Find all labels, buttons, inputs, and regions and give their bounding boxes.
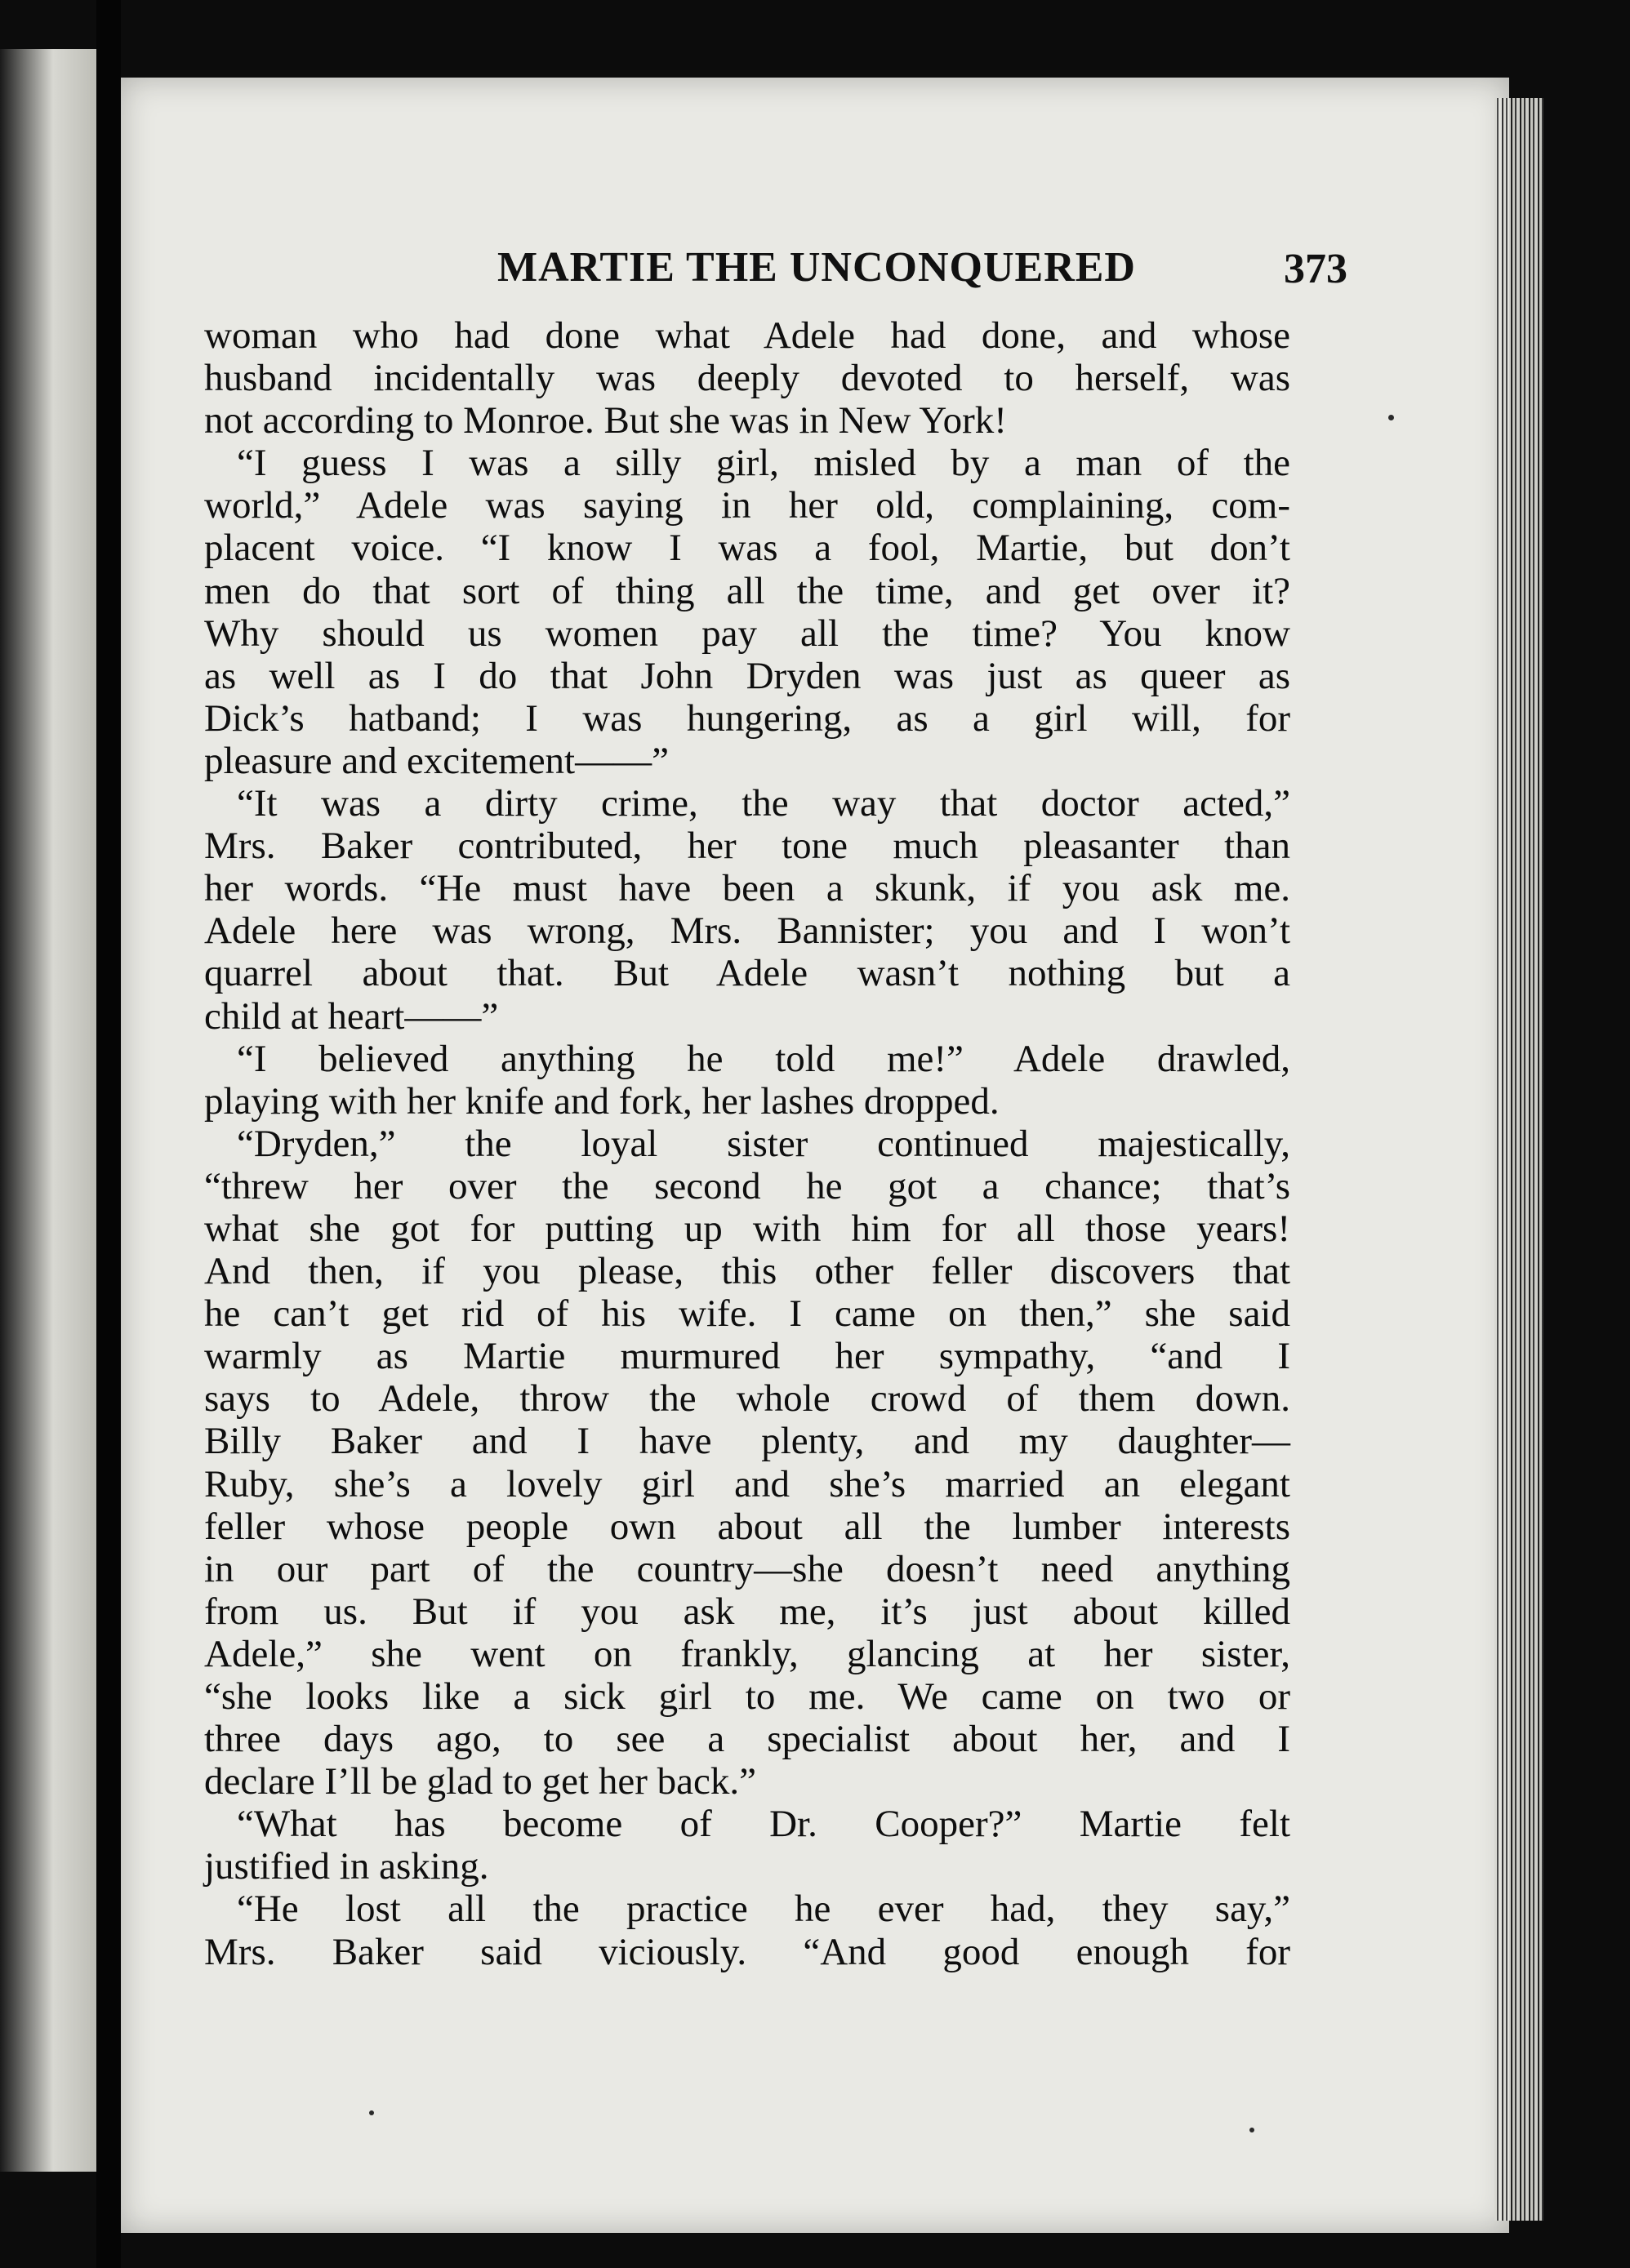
text-line: as well as I do that John Dryden was just as queer as	[204, 654, 1290, 697]
text-line: playing with her knife and fork, her lashes dropped.	[204, 1079, 1000, 1123]
text-line: woman who had done what Adele had done, and whose	[204, 314, 1290, 357]
text-line: Mrs. Baker contributed, her tone much pleasanter than	[204, 825, 1290, 868]
page-edges	[1494, 98, 1543, 2221]
book-gutter	[96, 0, 121, 2268]
text-line: Billy Baker and I have plenty, and my daughter—	[204, 1420, 1290, 1463]
dust-speck	[1388, 415, 1394, 420]
text-line: “It was a dirty crime, the way that doctor acted,”	[237, 782, 1290, 825]
text-line: “What has become of Dr. Cooper?” Martie felt	[237, 1803, 1290, 1846]
text-line: three days ago, to see a specialist about her, and I	[204, 1718, 1290, 1761]
text-line: Mrs. Baker said viciously. “And good enough for	[204, 1930, 1290, 1973]
text-line: “Dryden,” the loyal sister continued majestically,	[237, 1122, 1290, 1165]
text-line: Adele,” she went on frankly, glancing at her sister,	[204, 1632, 1290, 1675]
text-line: And then, if you please, this other feller discovers that	[204, 1250, 1290, 1293]
text-line: “she looks like a sick girl to me. We came on two or	[204, 1675, 1290, 1718]
text-line: Why should us women pay all the time? You know	[204, 611, 1290, 655]
running-head: MARTIE THE UNCONQUERED	[497, 244, 1136, 291]
text-line: warmly as Martie murmured her sympathy, “and I	[204, 1335, 1290, 1378]
text-line: world,” Adele was saying in her old, complaining, com-	[204, 484, 1290, 527]
dust-speck	[369, 2110, 374, 2115]
text-line: feller whose people own about all the lumber interests	[204, 1505, 1290, 1548]
dust-speck	[1249, 2128, 1254, 2132]
text-line: “He lost all the practice he ever had, they say,”	[237, 1888, 1290, 1931]
text-line: “I believed anything he told me!” Adele drawled,	[237, 1037, 1290, 1080]
text-line: pleasure and excitement——”	[204, 739, 669, 782]
body-text	[204, 314, 1290, 1973]
text-line: in our part of the country—she doesn’t need anything	[204, 1547, 1290, 1590]
text-line: Dick’s hatband; I was hungering, as a girl will, for	[204, 696, 1290, 740]
text-line: from us. But if you ask me, it’s just about killed	[204, 1590, 1290, 1633]
text-line: placent voice. “I know I was a fool, Martie, but don’t	[204, 527, 1290, 570]
text-line: he can’t get rid of his wife. I came on then,” she said	[204, 1292, 1290, 1336]
text-line: Ruby, she’s a lovely girl and she’s married an elegant	[204, 1462, 1290, 1505]
text-line: Adele here was wrong, Mrs. Bannister; you and I won’t	[204, 909, 1290, 953]
text-line: her words. “He must have been a skunk, if you ask me.	[204, 867, 1290, 910]
text-line: quarrel about that. But Adele wasn’t nothing but a	[204, 952, 1290, 995]
text-line: says to Adele, throw the whole crowd of them down.	[204, 1377, 1290, 1421]
text-line: “threw her over the second he got a chance; that’s	[204, 1164, 1290, 1207]
text-line: declare I’ll be glad to get her back.”	[204, 1760, 756, 1803]
page-header	[425, 243, 1347, 300]
text-line: not according to Monroe. But she was in New York!	[204, 399, 1007, 442]
text-line: justified in asking.	[204, 1845, 489, 1888]
left-page-edge	[0, 49, 96, 2172]
text-line: husband incidentally was deeply devoted to herself, was	[204, 357, 1290, 400]
text-line: “I guess I was a silly girl, misled by a man of the	[237, 442, 1290, 485]
text-line: child at heart——”	[204, 994, 499, 1038]
text-line: what she got for putting up with him for all those years!	[204, 1207, 1290, 1250]
text-line: men do that sort of thing all the time, and get over it?	[204, 569, 1290, 612]
page-number: 373	[1284, 246, 1347, 292]
